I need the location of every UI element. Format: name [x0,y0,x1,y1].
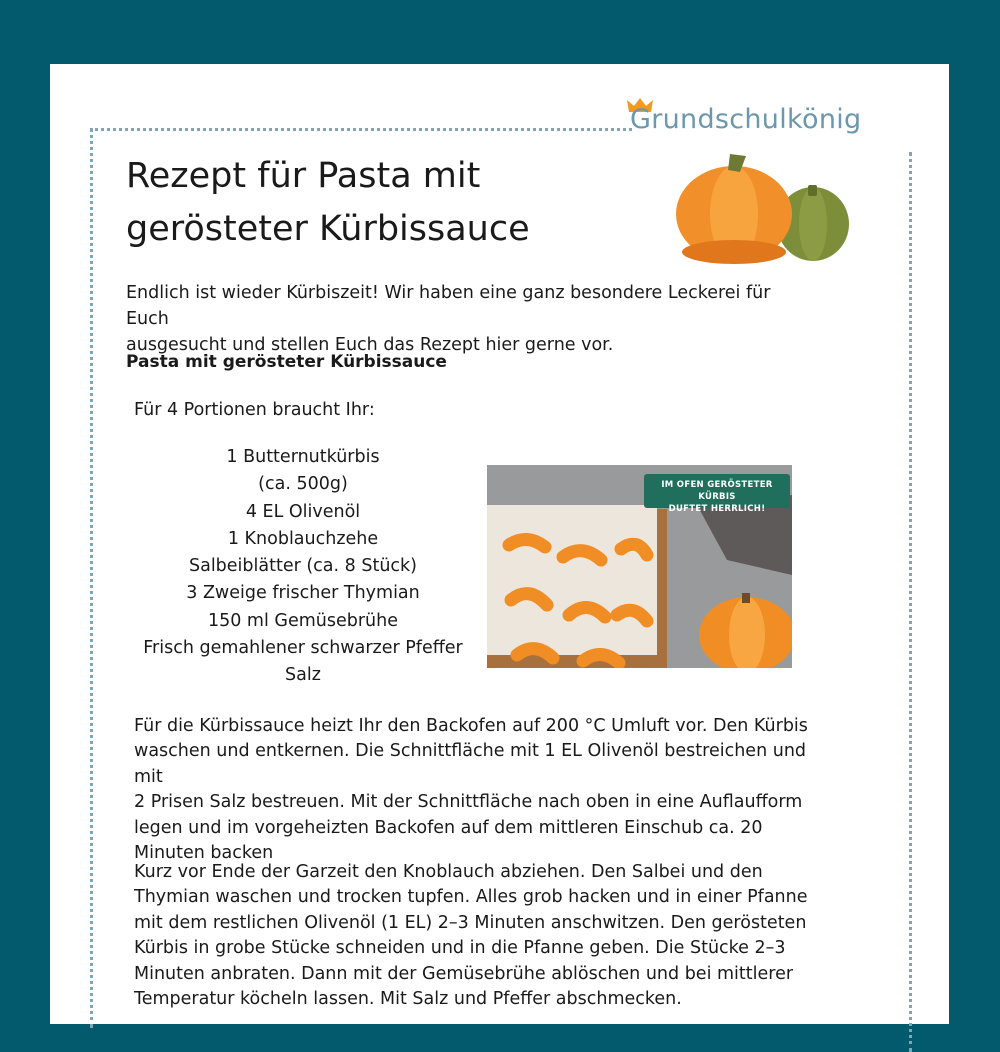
dotted-frame-left [90,128,93,1028]
dotted-frame-top [90,128,632,131]
p2-line: mit dem restlichen Olivenöl (1 EL) 2–3 Minuten anschwitzen. Den gerösteten [134,912,807,933]
instruction-paragraph-2 [134,860,834,1012]
pumpkins-illustration [670,152,860,267]
ingredient-item: 3 Zweige frischer Thymian [186,583,420,604]
p1-line: Minuten backen [134,843,274,864]
p2-line: Minuten anbraten. Dann mit der Gemüsebrühe ablöschen und bei mittlerer [134,963,794,984]
ingredient-item: 1 Knoblauchzehe [227,528,379,549]
ingredient-item: Salbeiblätter (ca. 8 Stück) [188,556,417,577]
p2-line: Kürbis in grobe Stücke schneiden und in die Pfanne geben. Die Stücke 2–3 [134,938,786,959]
p1-line: 2 Prisen Salz bestreuen. Mit der Schnittfläche nach oben in eine Auflaufform [134,792,803,813]
intro-text [126,280,816,358]
intro-line-2: ausgesucht und stellen Euch das Rezept hier gerne vor. [126,335,614,355]
intro-line-1: Endlich ist wieder Kürbiszeit! Wir haben eine ganz besondere Leckerei für Euch [126,283,771,329]
page-title [126,150,530,256]
p1-line: waschen und entkernen. Die Schnittfläche mit 1 EL Olivenöl bestreichen und mit [134,741,807,787]
p2-line: Temperatur köcheln lassen. Mit Salz und Pfeffer abschmecken. [134,989,682,1010]
p2-line: Kurz vor Ende der Garzeit den Knoblauch abziehen. Den Salbei und den [134,862,763,882]
ingredient-item: 1 Butternutkürbis [226,447,380,467]
ingredient-item: 4 EL Olivenöl [245,501,361,522]
ingredient-list [138,444,468,690]
instruction-paragraph-1 [134,714,834,866]
brand-logo: Grundschulkönig [630,104,862,135]
title-line-2: gerösteter Kürbissauce [126,209,530,249]
ingredient-item: 150 ml Gemüsebrühe [207,610,399,631]
ingredient-item: (ca. 500g) [258,474,348,495]
photo-caption-badge [644,474,790,514]
ingredient-item: Salz [285,665,321,686]
dotted-frame-right [909,152,912,1052]
p1-line: Für die Kürbissauce heizt Ihr den Backofen auf 200 °C Umluft vor. Den Kürbis [134,716,808,736]
servings-text: Für 4 Portionen braucht Ihr: [134,400,375,420]
badge-line-1: IM OFEN GERÖSTETER KÜRBIS [661,480,773,502]
p2-line: Thymian waschen und trocken tupfen. Alles grob hacken und in einer Pfanne [134,887,808,908]
badge-line-2: DUFTET HERRLICH! [668,504,766,514]
p1-line: legen und im vorgeheizten Backofen auf dem mittleren Einschub ca. 20 [134,817,763,838]
ingredient-item: Frisch gemahlener schwarzer Pfeffer [143,638,463,659]
recipe-subheading: Pasta mit gerösteter Kürbissauce [126,352,447,372]
title-line-1: Rezept für Pasta mit [126,156,481,196]
worksheet-page [50,64,949,1024]
